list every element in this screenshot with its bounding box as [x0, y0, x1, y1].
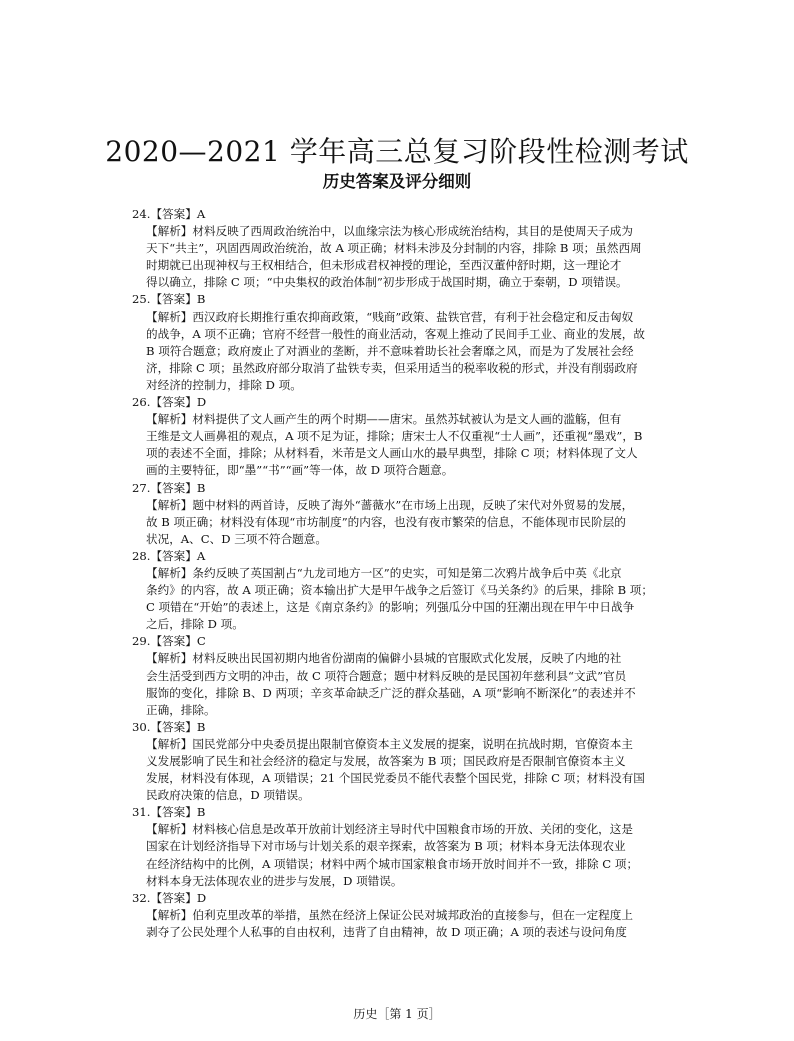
analysis-line: 服饰的变化，排除 B、D 两项；辛亥革命缺乏广泛的群众基础，A 项“影响不断深化”的表述并不	[146, 685, 636, 700]
answer-item	[132, 633, 666, 718]
analysis-line: 故 B 项正确；材料没有体现“市坊制度”的内容，也没有夜市繁荣的信息，不能体现市民阶层的	[146, 514, 626, 529]
answer-item	[132, 890, 666, 941]
answer-key: 31.【答案】B	[132, 805, 206, 820]
analysis-line: 【解析】材料反映出民国初期内地省份湖南的偏僻小县城的官服欧式化发展，反映了内地的社	[146, 651, 622, 666]
answer-item	[132, 480, 666, 548]
analysis-text	[132, 223, 666, 291]
analysis-line: 对经济的控制力，排除 D 项。	[146, 377, 302, 392]
analysis-line: 条约》的内容，故 A 项正确；资本输出扩大是甲午战争之后签订《马关条约》的后果，排除 B 项；	[146, 583, 653, 598]
analysis-line: 材料本身无法体现农业的进步与发展，D 项错误。	[146, 873, 403, 888]
answer-item	[132, 719, 666, 804]
analysis-line: 时期就已出现神权与王权相结合，但未形成君权神授的理论，至西汉董仲舒时期，这一理论才	[146, 258, 622, 273]
answer-key: 30.【答案】B	[132, 719, 206, 734]
analysis-line: 的战争，A 项不正确；官府不经营一般性的商业活动，客观上推动了民间手工业、商业的发展，故	[146, 326, 645, 341]
analysis-line: 【解析】西汉政府长期推行重农抑商政策，“贱商”政策、盐铁官营，有利于社会稳定和反击匈奴	[146, 309, 634, 324]
analysis-line: 民政府决策的信息，D 项错误。	[146, 788, 310, 803]
analysis-text	[132, 736, 666, 804]
analysis-text	[132, 907, 666, 941]
analysis-line: 会生活受到西方文明的冲击，故 C 项符合题意；题中材料反映的是民国初年慈利县“文武”官员	[146, 668, 627, 683]
answer-item	[132, 804, 666, 889]
analysis-line: 【解析】材料提供了文人画产生的两个时期——唐宋。虽然苏轼被认为是文人画的滥觞，但有	[146, 412, 622, 427]
analysis-line: 济，排除 C 项；虽然政府部分取消了盐铁专卖，但采用适当的税率收税的形式，并没有削弱政府	[146, 360, 638, 375]
analysis-text	[132, 821, 666, 889]
answer-item	[132, 291, 666, 394]
page-subtitle: 历史答案及评分细则	[322, 172, 472, 191]
page-title: 2020—2021 学年高三总复习阶段性检测考试	[105, 135, 689, 168]
answer-item	[132, 206, 666, 291]
analysis-text	[132, 497, 666, 548]
analysis-line: 项的表述不全面，排除；从材料看，米芾是文人画山水的最早典型，排除 C 项；材料体现了文人	[146, 446, 638, 461]
answer-key: 24.【答案】A	[132, 207, 206, 221]
analysis-text	[132, 411, 666, 479]
analysis-line: 义发展影响了民生和社会经济的稳定与发展，故答案为 B 项；国民政府是否限制官僚资本主义	[146, 754, 626, 768]
analysis-line: 剥夺了公民处理个人私事的自由权利，违背了自由精神，故 D 项正确；A 项的表述与设问角度	[146, 924, 627, 939]
answer-item	[132, 394, 666, 479]
analysis-line: 之后，排除 D 项。	[146, 617, 244, 632]
analysis-line: B 项符合题意；政府废止了对酒业的垄断，并不意味着助长社会奢靡之风，而是为了发展社会经	[146, 343, 634, 358]
analysis-line: 国家在计划经济指导下对市场与计划关系的艰辛探索，故答案为 B 项；材料本身无法体现农业	[146, 839, 626, 854]
analysis-line: 正确，排除。	[146, 702, 216, 717]
page-footer: 历史［第 1 页］	[353, 1007, 441, 1021]
analysis-line: 发展，材料没有体现，A 项错误；21 个国民党委员不能代表整个国民党，排除 C 项；材料没有国	[146, 771, 645, 786]
answer-key: 27.【答案】B	[132, 480, 206, 495]
analysis-line: 【解析】材料核心信息是改革开放前计划经济主导时代中国粮食市场的开放、关闭的变化，这是	[146, 822, 633, 837]
analysis-line: 【解析】条约反映了英国割占“九龙司地方一区”的史实，可知是第二次鸦片战争后中英《北京	[146, 565, 622, 580]
analysis-line: 【解析】题中材料的两首诗，反映了海外“蔷薇水”在市场上出现，反映了宋代对外贸易的发展，	[146, 497, 634, 512]
answer-item	[132, 548, 666, 633]
analysis-line: 【解析】国民党部分中央委员提出限制官僚资本主义发展的提案，说明在抗战时期，官僚资本主	[146, 736, 633, 751]
analysis-line: 画的主要特征，即“墨”“书”“画”等一体，故 D 项符合题意。	[146, 463, 454, 478]
analysis-line: 得以确立，排除 C 项；“中央集权的政治体制”初步形成于战国时期，确立于秦朝，D 项错误。	[146, 275, 628, 290]
answer-list	[132, 206, 666, 941]
analysis-line: 在经济结构中的比例，A 项错误；材料中两个城市国家粮食市场开放时间并不一致，排除 C 项；	[146, 856, 639, 871]
analysis-line: C 项错在“开始”的表述上，这是《南京条约》的影响；列强瓜分中国的狂潮出现在甲午中日战争	[146, 600, 635, 615]
analysis-line: 王维是文人画鼻祖的观点，A 项不足为证，排除；唐宋士人不仅重视“士人画”，还重视“墨戏”，B	[146, 429, 643, 444]
answer-key: 28.【答案】A	[132, 548, 206, 563]
analysis-text	[132, 565, 666, 633]
analysis-text	[132, 650, 666, 718]
analysis-line: 【解析】材料反映了西周政治统治中，以血缘宗法为核心形成统治结构，其目的是使周天子成为	[146, 224, 633, 239]
analysis-text	[132, 309, 666, 394]
answer-key: 25.【答案】B	[132, 292, 206, 307]
analysis-line: 【解析】伯利克里改革的举措，虽然在经济上保证公民对城邦政治的直接参与，但在一定程度上	[146, 907, 633, 922]
answer-key: 32.【答案】D	[132, 890, 207, 905]
analysis-line: 天下“共主”，巩固西周政治统治，故 A 项正确；材料未涉及分封制的内容，排除 B 项；虽然西周	[146, 241, 642, 256]
analysis-line: 状况，A、C、D 三项不符合题意。	[146, 531, 327, 546]
answer-key: 26.【答案】D	[132, 395, 207, 410]
answer-key: 29.【答案】C	[132, 634, 206, 649]
